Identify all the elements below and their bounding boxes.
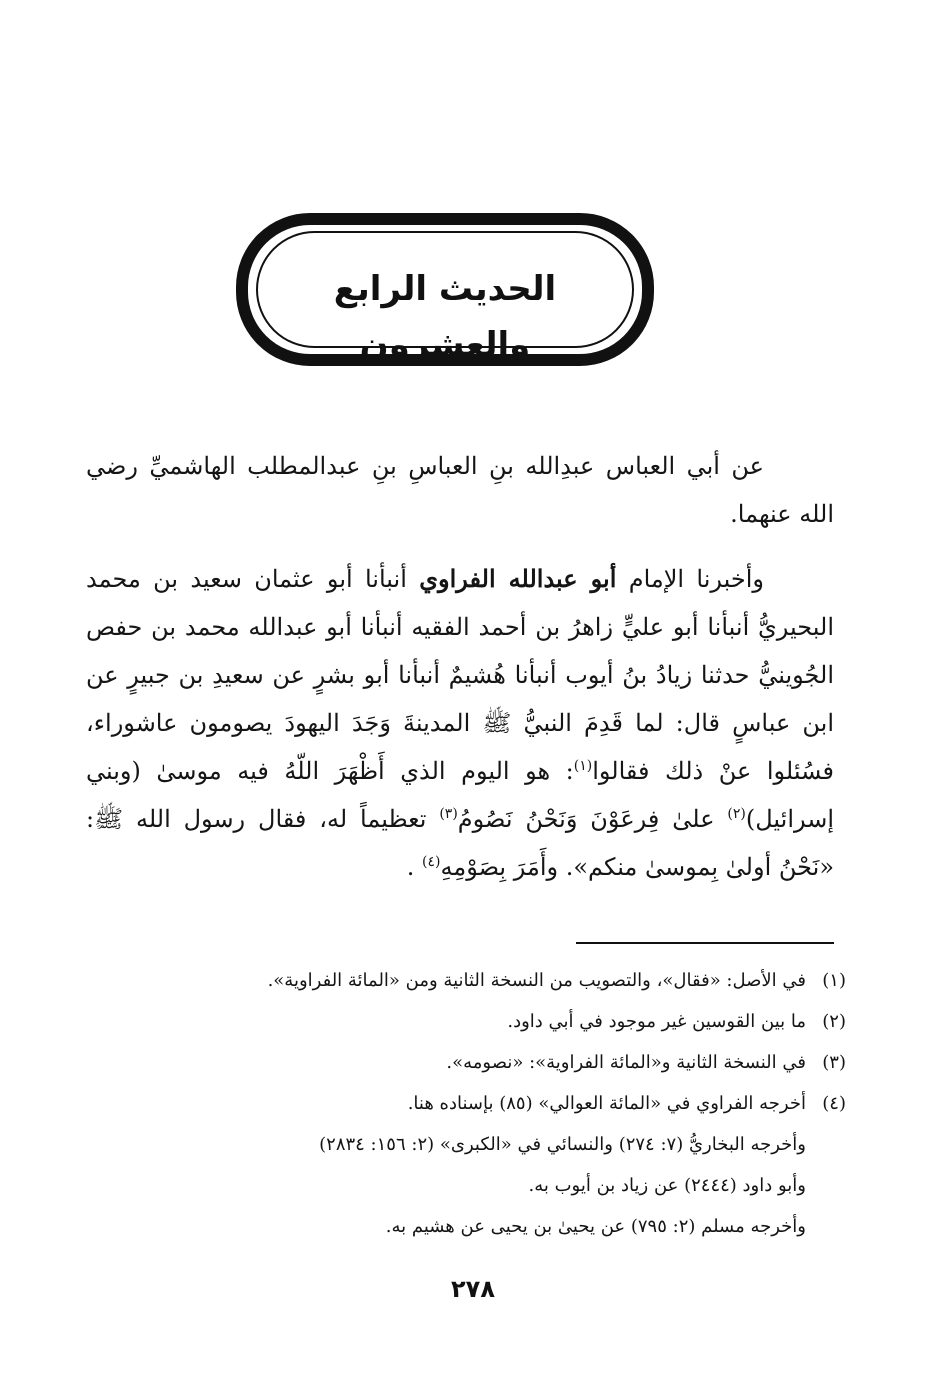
footnote-2 xyxy=(86,1001,846,1042)
footnote-ref-4[interactable]: (٤) xyxy=(422,854,441,870)
footnote-ref-3[interactable]: (٣) xyxy=(439,806,458,822)
hadith-text-part4: علىٰ فِرعَوْنَ وَنَحْنُ نَصُومُ xyxy=(457,805,728,833)
footnote-ref-2[interactable]: (٢) xyxy=(727,806,746,822)
footnote-ref-1[interactable]: (١) xyxy=(573,758,593,774)
footnote-3 xyxy=(86,1042,846,1083)
hadith-text-part6: . xyxy=(406,853,423,881)
hadith-text-part5: تعظيماً له، فقال رسول الله ﷺ: «نَحْنُ أولىٰ بِموسىٰ منكم». وأَمَرَ بِصَوْمِهِ xyxy=(86,805,834,881)
footnote-number: (٢) xyxy=(822,1011,846,1032)
hadith-text-part2: أنبأنا أبو عثمان سعيد بن محمد البحيريُّ أنبأنا أبو عليٍّ زاهرُ بن أحمد الفقيه أنبأنا أبو عبدالله محمد بن حفص الجُوينيُّ حدثنا زيادُ بنُ أيوب أنبأنا هُشيمٌ أنبأنا أبو بشرٍ عن سعيدِ بن جبيرٍ عن ابن عباسٍ قال: لما قَدِمَ النبيُّ ﷺ المدينةَ وَجَدَ اليهودَ يصومون عاشوراء، فسُئلوا عنْ ذلك فقالوا xyxy=(86,565,835,785)
footnote-text: في النسخة الثانية و«المائة الفراوية»: «نصومه». xyxy=(446,1052,806,1073)
footnote-text: ما بين القوسين غير موجود في أبي داود. xyxy=(507,1011,806,1032)
chapter-title: الحديث الرابع والعشرون xyxy=(333,269,557,365)
chapter-title-frame xyxy=(236,213,654,366)
footnote-number: (٤) xyxy=(822,1093,846,1114)
hadith-narrator-name: أبو عبدالله الفراوي xyxy=(419,564,617,593)
paragraph-narrator: عن أبي العباس عبدِالله بنِ العباسِ بنِ عبدالمطلب الهاشميِّ رضي الله عنهما. xyxy=(86,452,834,528)
footnote-separator xyxy=(576,942,834,944)
hadith-text-part3: : هو اليوم الذي أَظْهَرَ اللّهُ فيه موسىٰ (وبني إسرائيل) xyxy=(86,757,835,833)
footnote-text: أخرجه الفراوي في «المائة العوالي» (٨٥) بإسناده هنا. xyxy=(407,1093,806,1114)
footnote-4-continuation-line: وأخرجه البخاريُّ (٧: ٢٧٤) والنسائي في «الكبرى» (٢: ١٥٦: ٢٨٣٤) xyxy=(319,1134,806,1155)
footnote-4-continuation-line: وأبو داود (٢٤٤٤) عن زياد بن أيوب به. xyxy=(528,1175,806,1196)
footnote-number: (١) xyxy=(822,970,846,991)
paragraph-hadith xyxy=(86,555,834,891)
footnotes xyxy=(86,960,846,1247)
page-number: ٢٧٨ xyxy=(451,1275,495,1303)
footnote-4-continuation-line: وأخرجه مسلم (٢: ٧٩٥) عن يحيىٰ بن يحيى عن هشيم به. xyxy=(385,1216,806,1237)
footnote-text: في الأصل: «فقال»، والتصويب من النسخة الثانية ومن «المائة الفراوية». xyxy=(267,970,806,991)
footnote-1 xyxy=(86,960,846,1001)
footnote-4 xyxy=(86,1083,846,1124)
footnote-number: (٣) xyxy=(822,1052,846,1073)
hadith-text-part1: وأخبرنا الإمام xyxy=(616,565,764,593)
